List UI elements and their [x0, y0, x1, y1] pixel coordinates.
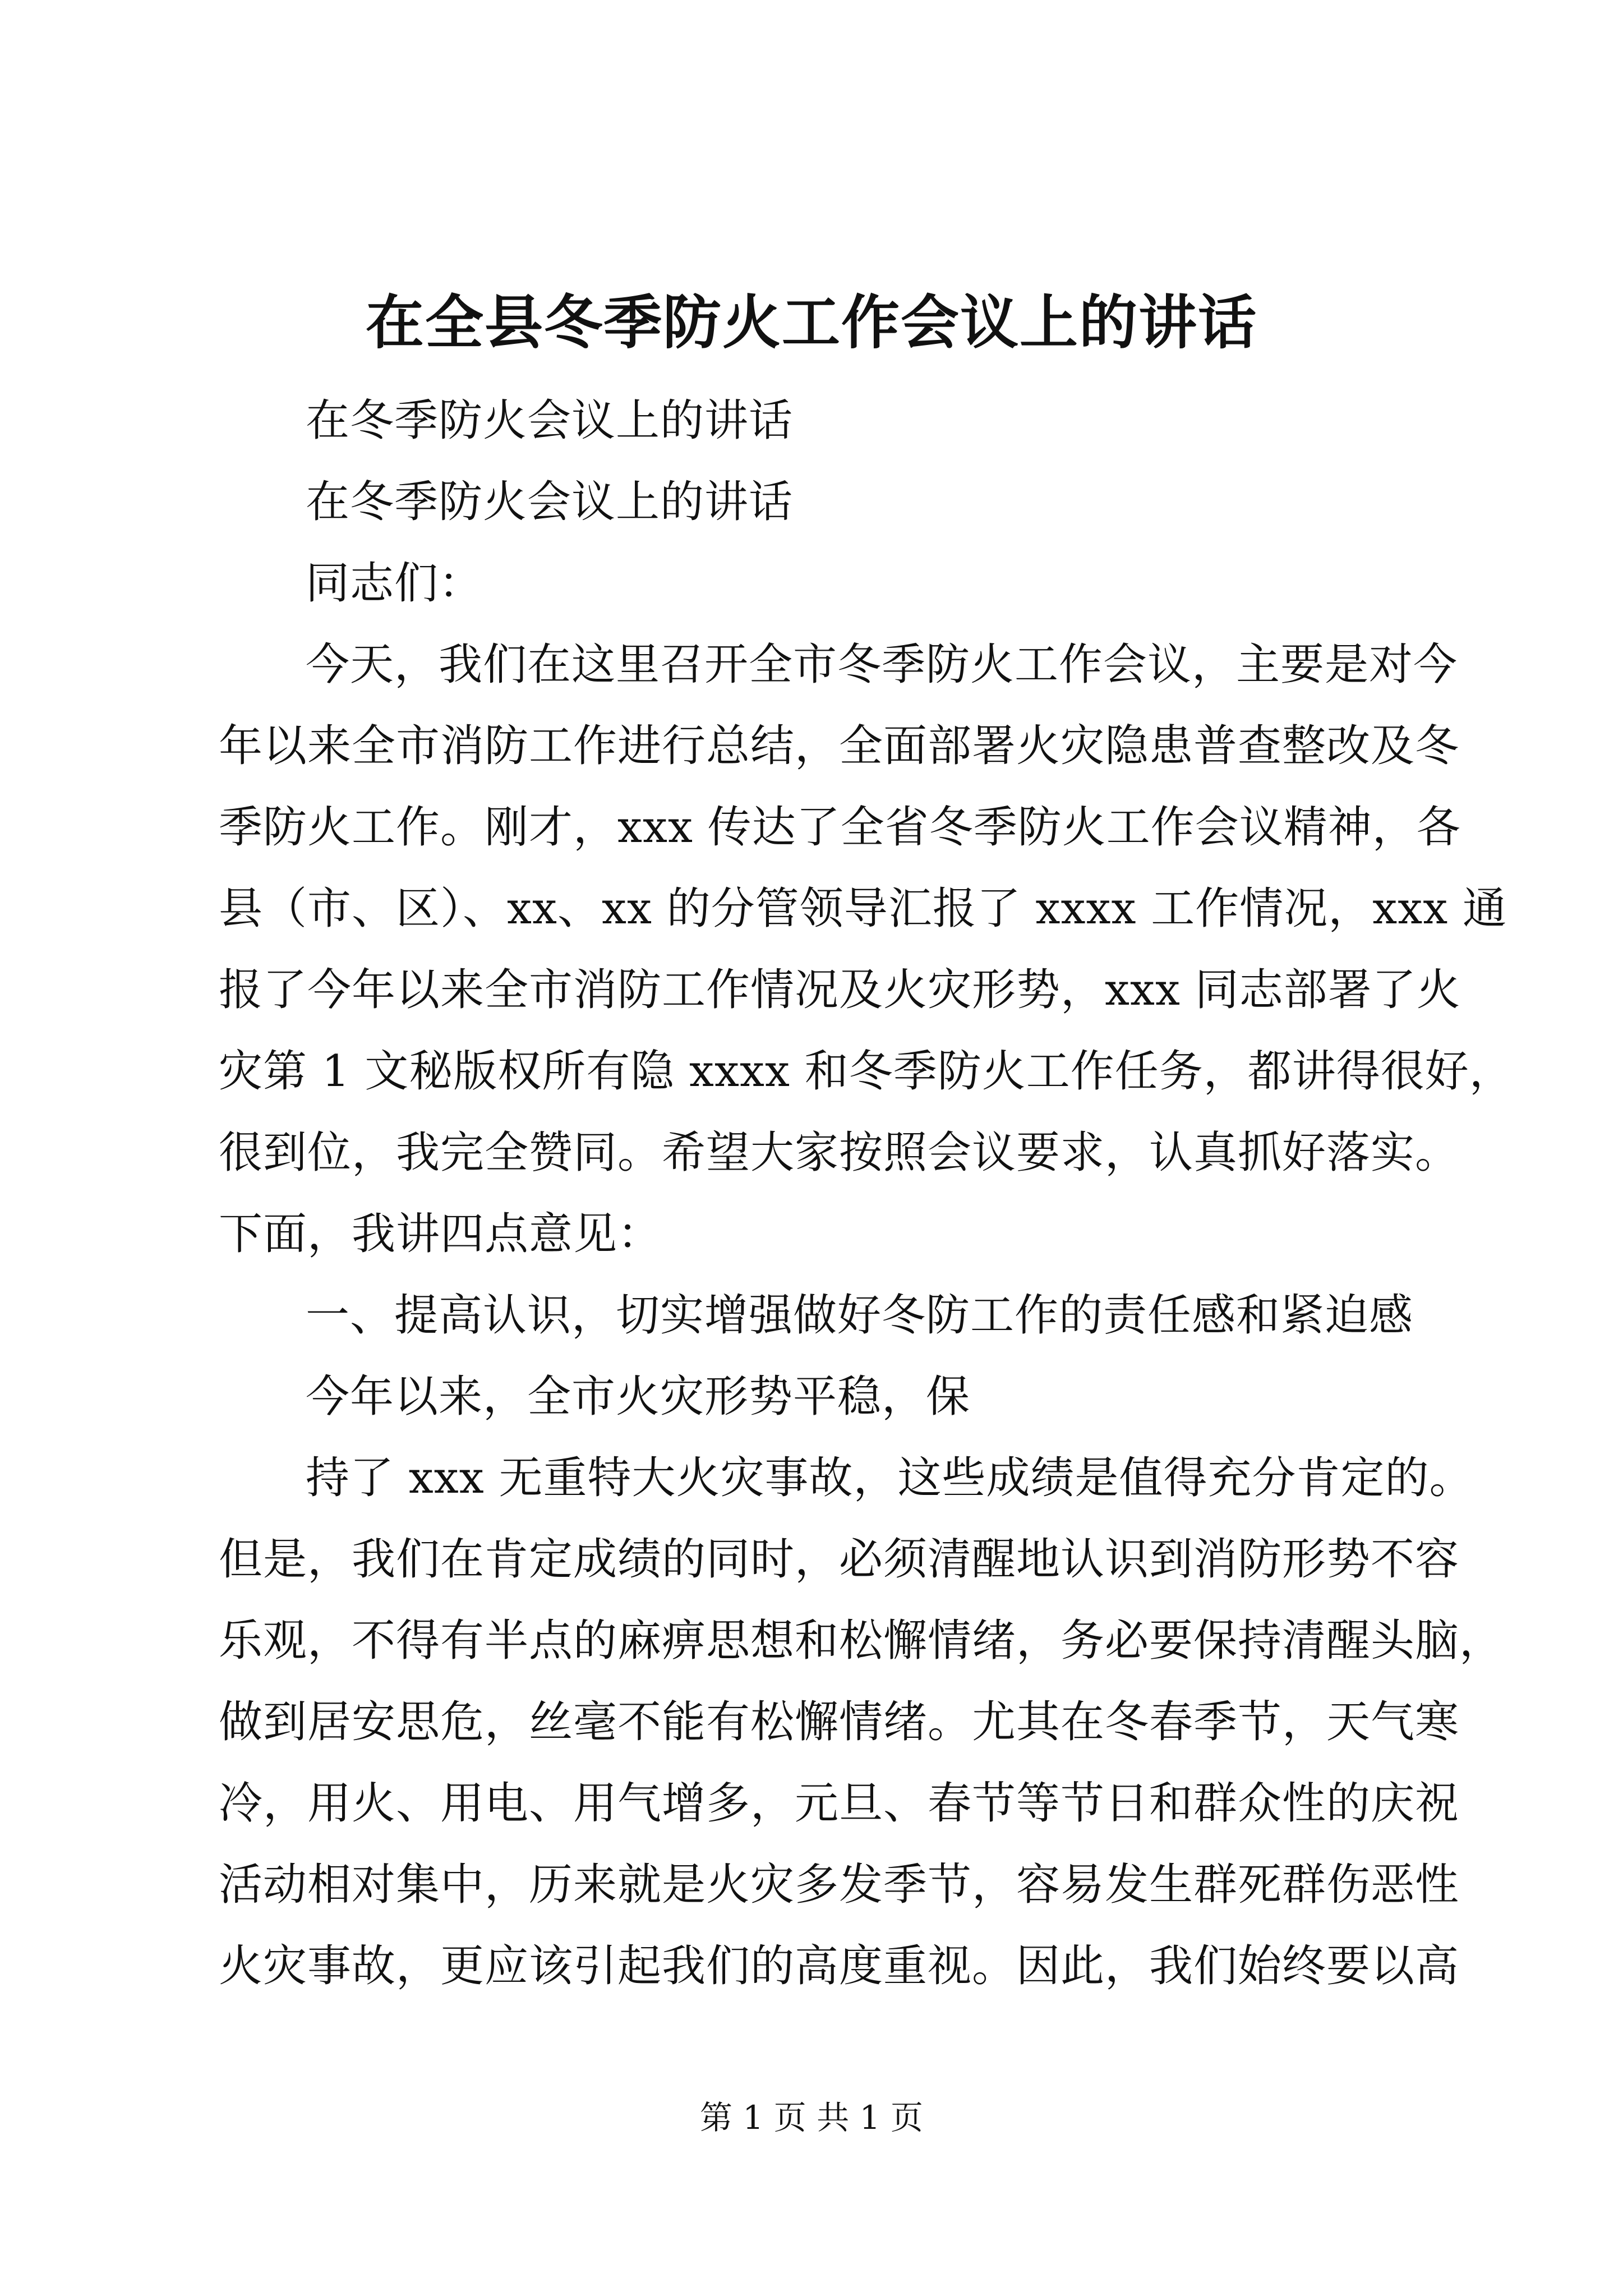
paragraph-line: 但是，我们在肯定成绩的同时，必须清醒地认识到消防形势不容 [219, 1534, 1460, 1585]
salutation: 同志们： [306, 558, 483, 609]
paragraph-line: 冷，用火、用电、用气增多，元旦、春节等节日和群众性的庆祝 [219, 1778, 1460, 1829]
paragraph-line: 今年以来，全市火灾形势平稳，保 [306, 1372, 971, 1422]
paragraph-line: 下面，我讲四点意见： [219, 1209, 662, 1259]
document-title: 在全县冬季防火工作会议上的讲话 [365, 288, 1257, 357]
paragraph-line: 季防火工作。刚才，xxx 传达了全省冬季防火工作会议精神，各 [219, 802, 1461, 853]
paragraph-line: 县（市、区）、xx、xx 的分管领导汇报了 xxxx 工作情况，xxx 通 [219, 884, 1507, 934]
paragraph-line: 做到居安思危，丝毫不能有松懈情绪。尤其在冬春季节，天气寒 [219, 1697, 1460, 1747]
paragraph-line: 很到位，我完全赞同。希望大家按照会议要求，认真抓好落实。 [219, 1128, 1460, 1178]
paragraph-line: 乐观，不得有半点的麻痹思想和松懈情绪，务必要保持清醒头脑， [219, 1616, 1504, 1666]
paragraph-line: 报了今年以来全市消防工作情况及火灾形势，xxx 同志部署了火 [219, 965, 1461, 1015]
page-footer: 第 1 页 共 1 页 [700, 2099, 923, 2137]
paragraph-line: 火灾事故，更应该引起我们的高度重视。因此，我们始终要以高 [219, 1941, 1460, 1991]
subtitle-line-1: 在冬季防火会议上的讲话 [306, 395, 794, 446]
section-heading: 一、提高认识，切实增强做好冬防工作的责任感和紧迫感 [306, 1290, 1414, 1341]
paragraph-line: 灾第 1 文秘版权所有隐 xxxx 和冬季防火工作任务，都讲得很好， [219, 1046, 1514, 1097]
paragraph-line: 活动相对集中，历来就是火灾多发季节，容易发生群死群伤恶性 [219, 1860, 1460, 1910]
paragraph-line: 今天，我们在这里召开全市冬季防火工作会议，主要是对今 [306, 639, 1458, 690]
paragraph-line: 年以来全市消防工作进行总结，全面部署火灾隐患普查整改及冬 [219, 721, 1460, 771]
paragraph-line: 持了 xxx 无重特大火灾事故，这些成绩是值得充分肯定的。 [306, 1453, 1474, 1503]
subtitle-line-2: 在冬季防火会议上的讲话 [306, 477, 794, 527]
